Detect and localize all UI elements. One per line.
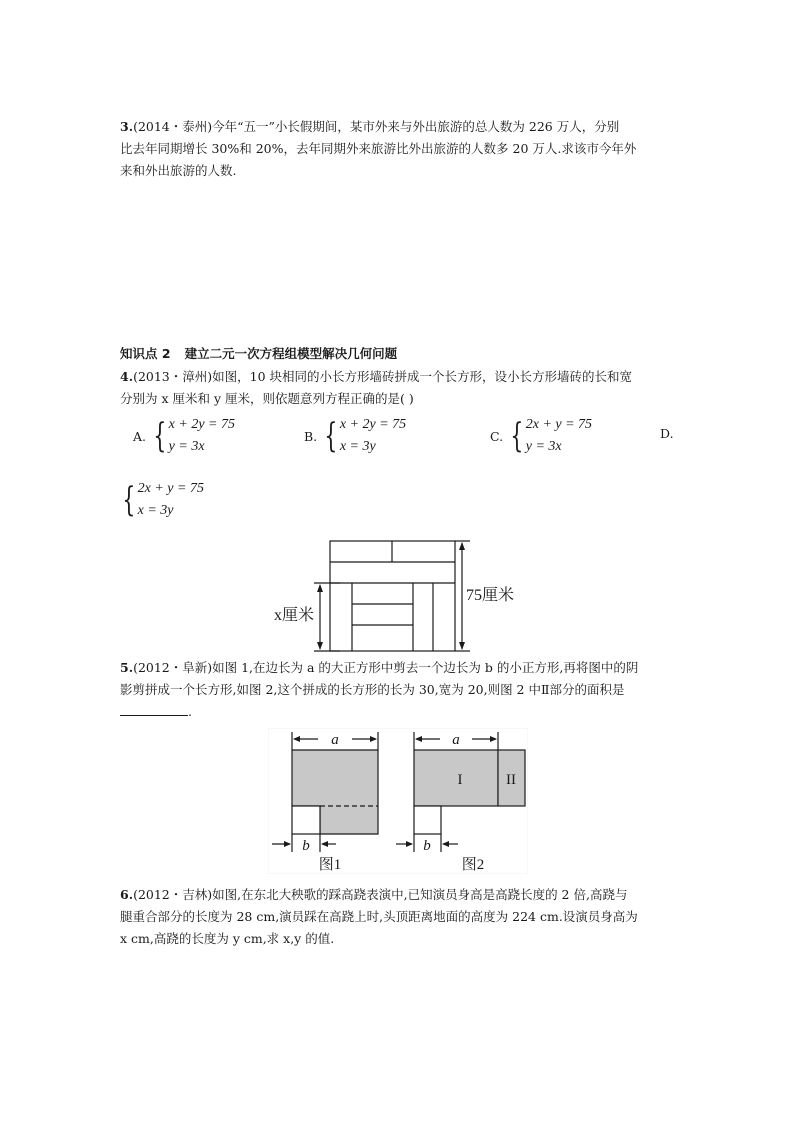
question-5-line-1: (2012・阜新)如图 1,在边长为 a 的大正方形中剪去一个边长为 b 的小正方形,再将图中的阴 [133,660,639,675]
question-5-number: 5. [120,660,134,675]
question-6-line-3: x cm,高跷的长度为 y cm,求 x,y 的值. [120,931,335,946]
question-4-line-1: (2013・漳州)如图，10 块相同的小长方形墙砖拼成一个长方形，设小长方形墙砖的长和宽 [133,369,633,384]
option-d-label: D. [660,426,674,441]
option-b-system: { x + 2y = 75 x = 3y [324,416,407,456]
section-heading [120,344,411,362]
figure-2-b-label: b [423,838,431,854]
question-4 [120,366,676,410]
question-3-line-1: (2014・泰州)今年“五一”小长假期间，某市外来与外出旅游的总人数为 226 万人，分别 [133,119,620,134]
figure-1-caption: 图1 [318,857,342,873]
figure-2-region-1 [414,750,498,806]
figure-1-cut-square [292,806,320,834]
option-c-eq1: 2x + y = 75 [525,417,593,432]
question-6-line-2: 腿重合部分的长度为 28 cm,演员踩在高跷上时,头顶距离地面的高度为 224 cm.设演员身高为 [120,909,638,924]
option-c-label: C. [490,428,504,444]
option-a-eq2: y = 3x [168,439,205,454]
x-dimension-label: x厘米 [274,607,315,624]
option-b-label: B. [304,428,318,444]
option-d-system: { 2x + y = 75 x = 3y [122,480,204,520]
option-b-eq2: x = 3y [339,439,376,454]
option-a-eq1: x + 2y = 75 [168,417,235,432]
total-dimension-label: 75厘米 [466,587,515,604]
figure-2-caption: 图2 [461,857,485,873]
question-5: 5.(2012・阜新)如图 1,在边长为 a 的大正方形中剪去一个边长为 b 的小正方形,再将图中的阴 影剪拼成一个长方形,如图 2,这个拼成的长方形的长为 30,宽为 20,则图 2 中Ⅱ部分的面积是 . [120,657,676,723]
question-3-number: 3. [120,119,134,134]
option-b-eq1: x + 2y = 75 [339,417,407,432]
question-3-line-2: 比去年同期增长 30%和 20%，去年同期外来旅游比外出旅游的人数多 20 万人.求该市今年外 [120,141,637,156]
option-d-eq2: x = 3y [137,503,174,518]
option-a[interactable] [133,414,235,458]
square-figures [268,728,528,874]
question-6-line-1: (2012・吉林)如图,在东北大秧歌的踩高跷表演中,已知演员身高是高跷长度的 2 倍,高跷与 [133,887,628,902]
question-5-line-2: 影剪拼成一个长方形,如图 2,这个拼成的长方形的长为 30,宽为 20,则图 2 中Ⅱ部分的面积是 [120,682,625,697]
option-d[interactable] [660,426,674,441]
figure-1-a-label: a [331,732,339,748]
option-d-eq1: 2x + y = 75 [137,481,204,496]
question-6-number: 6. [120,887,134,902]
figure-2-region-1-label: I [457,772,463,788]
question-3 [120,116,676,182]
option-b[interactable] [304,414,406,458]
option-a-label: A. [133,428,147,444]
figure-2-a-label: a [452,732,460,748]
option-c[interactable] [490,414,592,458]
option-c-eq2: y = 3x [525,439,562,454]
option-c-system: { 2x + y = 75 y = 3x [510,416,593,456]
figure-1-b-label: b [302,838,310,854]
question-6 [120,884,676,950]
question-3-line-3: 来和外出旅游的人数. [120,163,237,178]
option-a-system: { x + 2y = 75 y = 3x [153,416,235,456]
question-4-line-2: 分别为 x 厘米和 y 厘米，则依题意列方程正确的是( ) [120,391,414,406]
section-title: 建立二元一次方程组模型解决几何问题 [184,346,398,361]
brick-wall-figure [270,536,540,656]
question-4-number: 4. [120,369,134,384]
answer-blank[interactable] [120,701,188,716]
section-label: 知识点 2 [120,346,171,361]
figure-2-cut-square [414,806,441,834]
option-d-system-wrap [115,478,204,522]
figure-2-region-2-label: II [506,772,516,788]
